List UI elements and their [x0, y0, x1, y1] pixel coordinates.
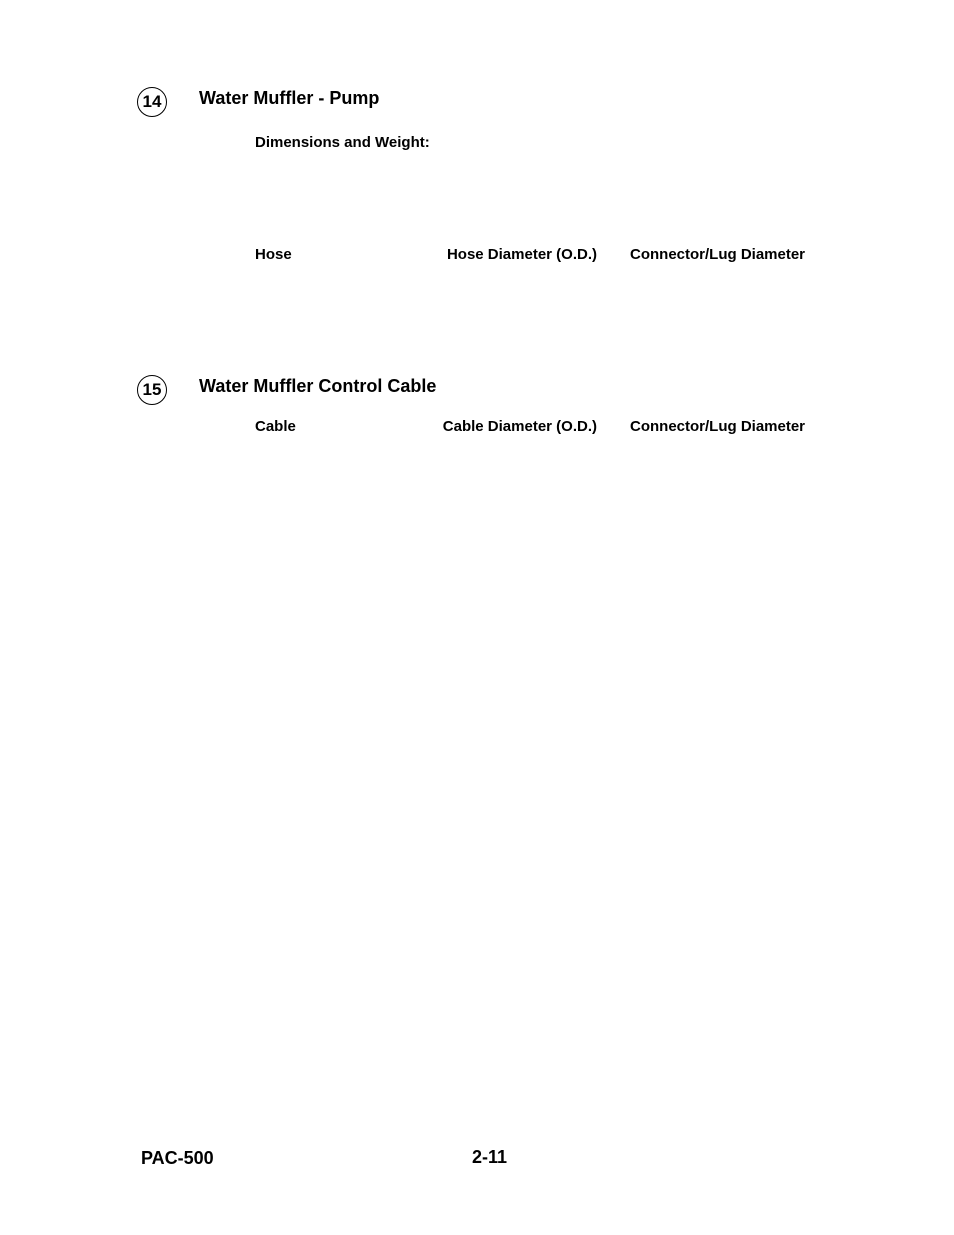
- section-number: 15: [142, 380, 162, 399]
- section-title-14: Water Muffler - Pump: [199, 88, 380, 108]
- section-number: 14: [142, 92, 162, 111]
- column-header-hose-diameter: Hose Diameter (O.D.): [446, 246, 597, 263]
- column-header-connector-diameter: Connector/Lug Diameter: [630, 246, 806, 263]
- section-number-badge-15: [137, 375, 167, 405]
- dimensions-weight-label: Dimensions and Weight:: [255, 134, 430, 151]
- column-header-hose: Hose: [255, 246, 292, 263]
- column-header-cable-diameter: Cable Diameter (O.D.): [442, 418, 597, 435]
- section-number-badge-14: [137, 87, 167, 117]
- section-title-15: Water Muffler Control Cable: [199, 376, 437, 396]
- footer-page-number: 2-11: [472, 1147, 508, 1167]
- column-header-connector-diameter: Connector/Lug Diameter: [630, 418, 806, 435]
- footer-model: PAC-500: [141, 1148, 214, 1168]
- column-header-cable: Cable: [255, 418, 296, 435]
